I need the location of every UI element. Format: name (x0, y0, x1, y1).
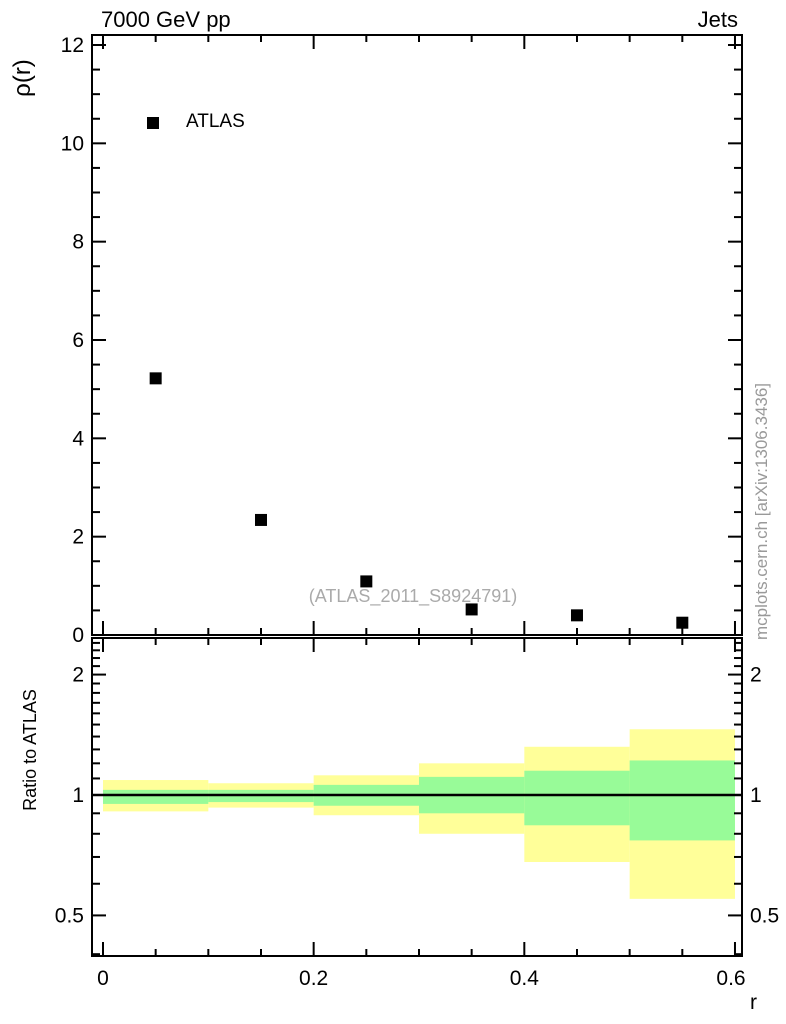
main-ytick-label: 8 (72, 230, 84, 254)
main-ytick-label: 2 (72, 525, 84, 549)
inner-uncertainty-band (524, 771, 629, 826)
data-point-marker (571, 609, 583, 621)
main-y-axis-title: ρ(r) (9, 59, 36, 97)
analysis-watermark: (ATLAS_2011_S8924791) (308, 586, 518, 606)
xtick-label: 0 (97, 967, 109, 990)
page-title: 7000 GeV pp (101, 7, 231, 32)
ratio-ytick-label-left: 1 (72, 784, 84, 807)
main-ytick-label: 12 (60, 33, 84, 57)
ratio-ytick-label-right: 1 (750, 784, 762, 807)
inner-uncertainty-band (630, 760, 735, 840)
main-ytick-label: 0 (72, 624, 84, 647)
data-point-marker (676, 617, 688, 629)
legend-entry-label: ATLAS (186, 111, 245, 132)
corner-label-jets: Jets (697, 7, 738, 32)
x-axis-title: r (750, 991, 757, 1014)
data-point-marker (255, 514, 267, 526)
ratio-ytick-label-left: 2 (72, 663, 84, 687)
data-point-marker (150, 372, 162, 384)
xtick-label: 0.4 (509, 967, 539, 990)
inner-uncertainty-band (103, 790, 208, 804)
legend-marker-filled-square (147, 117, 159, 129)
xtick-label: 0.2 (299, 967, 329, 990)
main-ytick-label: 10 (60, 132, 84, 156)
main-ytick-label: 6 (72, 328, 84, 352)
ratio-ytick-label-left: 0.5 (54, 904, 84, 928)
ratio-y-axis-title: Ratio to ATLAS (20, 689, 40, 811)
side-credit-text: mcplots.cern.ch [arXiv:1306.3436] (752, 382, 771, 640)
ratio-ytick-label-right: 2 (750, 663, 762, 687)
xtick-label: 0.6 (716, 967, 746, 990)
ratio-ytick-label-right: 0.5 (750, 904, 780, 928)
main-ytick-label: 4 (72, 427, 84, 451)
